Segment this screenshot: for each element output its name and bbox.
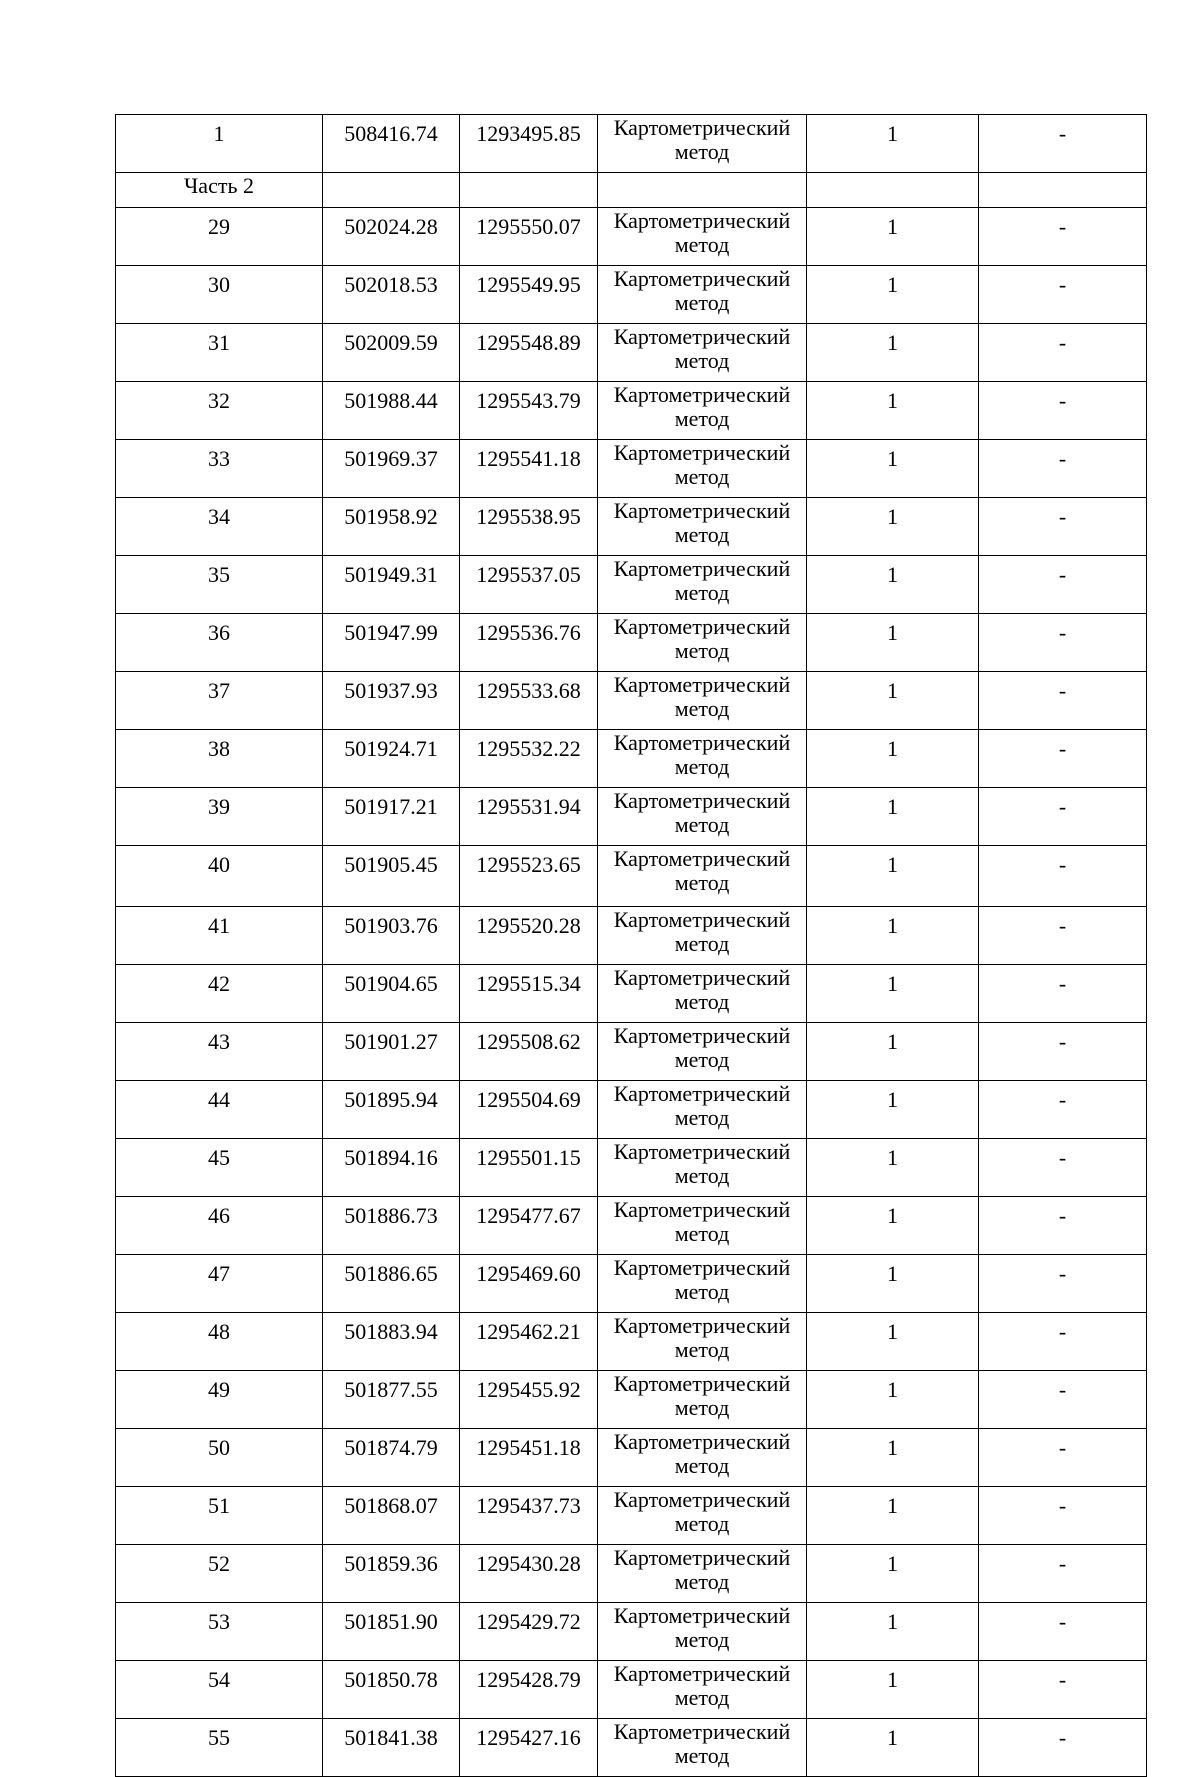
point-number: 34	[116, 498, 323, 556]
method-line-2: метод	[674, 870, 730, 895]
method-line-2: метод	[674, 139, 730, 164]
table-row	[116, 1139, 1147, 1197]
note: -	[979, 266, 1147, 324]
method-cell	[598, 1313, 807, 1371]
note: -	[979, 208, 1147, 266]
method-cell	[598, 1139, 807, 1197]
coord-x: 501895.94	[323, 1081, 460, 1139]
table-row	[116, 788, 1147, 846]
method-line-1: Картометрический	[613, 115, 791, 140]
table-row	[116, 1371, 1147, 1429]
point-number: 52	[116, 1545, 323, 1603]
note: -	[979, 498, 1147, 556]
method-cell	[598, 1429, 807, 1487]
coord-y: 1295537.05	[460, 556, 598, 614]
coord-y: 1295462.21	[460, 1313, 598, 1371]
accuracy: 1	[807, 324, 979, 382]
accuracy: 1	[807, 730, 979, 788]
method-line-1: Картометрический	[613, 730, 791, 755]
coord-y: 1295501.15	[460, 1139, 598, 1197]
coord-y: 1295520.28	[460, 907, 598, 965]
coord-y: 1295429.72	[460, 1603, 598, 1661]
accuracy: 1	[807, 208, 979, 266]
method-line-2: метод	[674, 1105, 730, 1130]
accuracy: 1	[807, 266, 979, 324]
coord-x: 501883.94	[323, 1313, 460, 1371]
table-row	[116, 672, 1147, 730]
coord-y: 1295455.92	[460, 1371, 598, 1429]
coordinates-table	[115, 114, 1147, 1777]
method-line-1: Картометрический	[613, 1603, 791, 1628]
method-line-1: Картометрический	[613, 1661, 791, 1686]
coord-x: 501886.65	[323, 1255, 460, 1313]
accuracy: 1	[807, 115, 979, 173]
coord-y: 1295549.95	[460, 266, 598, 324]
empty-cell	[598, 173, 807, 208]
coord-y: 1295536.76	[460, 614, 598, 672]
note: -	[979, 382, 1147, 440]
method-cell	[598, 1545, 807, 1603]
point-number: 36	[116, 614, 323, 672]
accuracy: 1	[807, 1719, 979, 1777]
method-cell	[598, 1371, 807, 1429]
method-line-2: метод	[674, 1743, 730, 1768]
coord-x: 502009.59	[323, 324, 460, 382]
coord-x: 501851.90	[323, 1603, 460, 1661]
table-row	[116, 614, 1147, 672]
point-number: 54	[116, 1661, 323, 1719]
coord-y: 1295531.94	[460, 788, 598, 846]
table-row	[116, 324, 1147, 382]
table-row	[116, 1545, 1147, 1603]
method-line-1: Картометрический	[613, 498, 791, 523]
method-cell	[598, 1081, 807, 1139]
accuracy: 1	[807, 382, 979, 440]
point-number: 35	[116, 556, 323, 614]
table-row	[116, 965, 1147, 1023]
coord-x: 508416.74	[323, 115, 460, 173]
note: -	[979, 1719, 1147, 1777]
coord-x: 501868.07	[323, 1487, 460, 1545]
accuracy: 1	[807, 556, 979, 614]
coord-y: 1295477.67	[460, 1197, 598, 1255]
point-number: 51	[116, 1487, 323, 1545]
method-line-2: метод	[674, 522, 730, 547]
coord-y: 1295430.28	[460, 1545, 598, 1603]
coord-x: 501877.55	[323, 1371, 460, 1429]
method-line-1: Картометрический	[613, 266, 791, 291]
point-number: 46	[116, 1197, 323, 1255]
method-line-1: Картометрический	[613, 382, 791, 407]
accuracy: 1	[807, 1487, 979, 1545]
accuracy: 1	[807, 440, 979, 498]
method-cell	[598, 672, 807, 730]
method-cell	[598, 730, 807, 788]
point-number: 39	[116, 788, 323, 846]
method-cell	[598, 1197, 807, 1255]
method-cell	[598, 965, 807, 1023]
method-cell	[598, 266, 807, 324]
empty-cell	[323, 173, 460, 208]
point-number: 45	[116, 1139, 323, 1197]
accuracy: 1	[807, 1081, 979, 1139]
note: -	[979, 440, 1147, 498]
method-line-2: метод	[674, 1163, 730, 1188]
coord-y: 1295550.07	[460, 208, 598, 266]
note: -	[979, 1139, 1147, 1197]
method-line-1: Картометрический	[613, 614, 791, 639]
accuracy: 1	[807, 1197, 979, 1255]
method-line-1: Картометрический	[613, 1371, 791, 1396]
note: -	[979, 1313, 1147, 1371]
accuracy: 1	[807, 1429, 979, 1487]
method-line-2: метод	[674, 1047, 730, 1072]
accuracy: 1	[807, 672, 979, 730]
table-row	[116, 266, 1147, 324]
table-row	[116, 498, 1147, 556]
method-line-1: Картометрический	[613, 788, 791, 813]
note: -	[979, 1429, 1147, 1487]
coord-x: 501886.73	[323, 1197, 460, 1255]
accuracy: 1	[807, 846, 979, 907]
coord-y: 1295451.18	[460, 1429, 598, 1487]
table-row	[116, 907, 1147, 965]
accuracy: 1	[807, 788, 979, 846]
method-line-2: метод	[674, 989, 730, 1014]
table-row	[116, 846, 1147, 907]
point-number: 1	[116, 115, 323, 173]
method-line-2: метод	[674, 1279, 730, 1304]
method-line-1: Картометрический	[613, 672, 791, 697]
empty-cell	[460, 173, 598, 208]
point-number: 32	[116, 382, 323, 440]
accuracy: 1	[807, 614, 979, 672]
point-number: 31	[116, 324, 323, 382]
coord-x: 501947.99	[323, 614, 460, 672]
method-cell	[598, 1603, 807, 1661]
point-number: 42	[116, 965, 323, 1023]
method-cell	[598, 1487, 807, 1545]
note: -	[979, 1197, 1147, 1255]
accuracy: 1	[807, 1255, 979, 1313]
method-line-1: Картометрический	[613, 1023, 791, 1048]
coord-y: 1295548.89	[460, 324, 598, 382]
method-line-1: Картометрический	[613, 440, 791, 465]
coord-y: 1295469.60	[460, 1255, 598, 1313]
point-number: 50	[116, 1429, 323, 1487]
coord-y: 1295508.62	[460, 1023, 598, 1081]
method-line-1: Картометрический	[613, 1487, 791, 1512]
accuracy: 1	[807, 1661, 979, 1719]
accuracy: 1	[807, 1371, 979, 1429]
note: -	[979, 1255, 1147, 1313]
coord-x: 502018.53	[323, 266, 460, 324]
method-cell	[598, 115, 807, 173]
point-number: 49	[116, 1371, 323, 1429]
method-line-1: Картометрический	[613, 1139, 791, 1164]
point-number: 38	[116, 730, 323, 788]
point-number: 30	[116, 266, 323, 324]
coord-y: 1295427.16	[460, 1719, 598, 1777]
point-number: 29	[116, 208, 323, 266]
coord-y: 1295538.95	[460, 498, 598, 556]
method-cell	[598, 907, 807, 965]
coord-x: 502024.28	[323, 208, 460, 266]
method-cell	[598, 324, 807, 382]
method-line-2: метод	[674, 232, 730, 257]
note: -	[979, 324, 1147, 382]
empty-cell	[807, 173, 979, 208]
table-row	[116, 1197, 1147, 1255]
table-row	[116, 1255, 1147, 1313]
method-line-1: Картометрический	[613, 907, 791, 932]
accuracy: 1	[807, 1603, 979, 1661]
table-row	[116, 382, 1147, 440]
note: -	[979, 1661, 1147, 1719]
method-line-1: Картометрический	[613, 965, 791, 990]
note: -	[979, 965, 1147, 1023]
table-row	[116, 1661, 1147, 1719]
coord-x: 501949.31	[323, 556, 460, 614]
coord-x: 501841.38	[323, 1719, 460, 1777]
coord-y: 1295533.68	[460, 672, 598, 730]
table-body	[116, 115, 1147, 1777]
method-cell	[598, 1719, 807, 1777]
point-number: 33	[116, 440, 323, 498]
method-line-1: Картометрический	[613, 1719, 791, 1744]
section-row	[116, 173, 1147, 208]
method-line-1: Картометрический	[613, 1429, 791, 1454]
point-number: 40	[116, 846, 323, 907]
table-row	[116, 1313, 1147, 1371]
coord-y: 1295523.65	[460, 846, 598, 907]
method-line-2: метод	[674, 1685, 730, 1710]
point-number: 55	[116, 1719, 323, 1777]
method-line-2: метод	[674, 1511, 730, 1536]
note: -	[979, 556, 1147, 614]
method-line-2: метод	[674, 1453, 730, 1478]
coord-x: 501988.44	[323, 382, 460, 440]
method-line-1: Картометрический	[613, 1081, 791, 1106]
note: -	[979, 846, 1147, 907]
table-row-first	[116, 115, 1147, 173]
note: -	[979, 788, 1147, 846]
empty-cell	[979, 173, 1147, 208]
method-line-1: Картометрический	[613, 556, 791, 581]
method-line-2: метод	[674, 1395, 730, 1420]
method-cell	[598, 1661, 807, 1719]
method-line-2: метод	[674, 464, 730, 489]
point-number: 43	[116, 1023, 323, 1081]
method-line-1: Картометрический	[613, 846, 791, 871]
point-number: 47	[116, 1255, 323, 1313]
coord-x: 501894.16	[323, 1139, 460, 1197]
method-cell	[598, 382, 807, 440]
table-row	[116, 208, 1147, 266]
coord-y: 1295437.73	[460, 1487, 598, 1545]
note: -	[979, 730, 1147, 788]
point-number: 41	[116, 907, 323, 965]
accuracy: 1	[807, 965, 979, 1023]
note: -	[979, 614, 1147, 672]
method-cell	[598, 208, 807, 266]
method-line-2: метод	[674, 406, 730, 431]
method-cell	[598, 440, 807, 498]
coord-x: 501903.76	[323, 907, 460, 965]
coord-x: 501901.27	[323, 1023, 460, 1081]
method-line-2: метод	[674, 754, 730, 779]
method-line-2: метод	[674, 1627, 730, 1652]
method-line-2: метод	[674, 812, 730, 837]
accuracy: 1	[807, 1139, 979, 1197]
accuracy: 1	[807, 1545, 979, 1603]
accuracy: 1	[807, 1023, 979, 1081]
method-line-2: метод	[674, 1221, 730, 1246]
coord-x: 501924.71	[323, 730, 460, 788]
coord-x: 501859.36	[323, 1545, 460, 1603]
table-row	[116, 1081, 1147, 1139]
coord-y: 1295541.18	[460, 440, 598, 498]
accuracy: 1	[807, 498, 979, 556]
method-line-1: Картометрический	[613, 208, 791, 233]
coord-x: 501905.45	[323, 846, 460, 907]
method-line-2: метод	[674, 1337, 730, 1362]
note: -	[979, 1603, 1147, 1661]
table-row	[116, 1429, 1147, 1487]
note: -	[979, 672, 1147, 730]
note: -	[979, 1371, 1147, 1429]
note: -	[979, 115, 1147, 173]
point-number: 53	[116, 1603, 323, 1661]
note: -	[979, 1545, 1147, 1603]
coord-x: 501969.37	[323, 440, 460, 498]
method-line-2: метод	[674, 696, 730, 721]
point-number: 44	[116, 1081, 323, 1139]
coord-x: 501874.79	[323, 1429, 460, 1487]
accuracy: 1	[807, 1313, 979, 1371]
method-cell	[598, 846, 807, 907]
method-cell	[598, 498, 807, 556]
method-line-1: Картометрический	[613, 1255, 791, 1280]
table-row	[116, 1603, 1147, 1661]
table-row	[116, 556, 1147, 614]
coord-x: 501958.92	[323, 498, 460, 556]
coord-y: 1295428.79	[460, 1661, 598, 1719]
accuracy: 1	[807, 907, 979, 965]
method-line-2: метод	[674, 638, 730, 663]
method-cell	[598, 788, 807, 846]
coord-y: 1295532.22	[460, 730, 598, 788]
table-row	[116, 1023, 1147, 1081]
note: -	[979, 907, 1147, 965]
coord-x: 501904.65	[323, 965, 460, 1023]
method-line-2: метод	[674, 290, 730, 315]
coord-x: 501937.93	[323, 672, 460, 730]
method-line-1: Картометрический	[613, 1313, 791, 1338]
coord-y: 1295515.34	[460, 965, 598, 1023]
method-line-1: Картометрический	[613, 1545, 791, 1570]
method-cell	[598, 1255, 807, 1313]
note: -	[979, 1487, 1147, 1545]
note: -	[979, 1081, 1147, 1139]
method-line-1: Картометрический	[613, 1197, 791, 1222]
method-line-2: метод	[674, 1569, 730, 1594]
section-label: Часть 2	[116, 173, 323, 208]
point-number: 48	[116, 1313, 323, 1371]
point-number: 37	[116, 672, 323, 730]
method-line-2: метод	[674, 931, 730, 956]
table-row	[116, 730, 1147, 788]
table-row	[116, 440, 1147, 498]
method-cell	[598, 1023, 807, 1081]
coord-x: 501850.78	[323, 1661, 460, 1719]
method-line-1: Картометрический	[613, 324, 791, 349]
coord-y: 1295543.79	[460, 382, 598, 440]
coord-y: 1293495.85	[460, 115, 598, 173]
method-line-2: метод	[674, 580, 730, 605]
table-row	[116, 1719, 1147, 1777]
method-cell	[598, 556, 807, 614]
table-row	[116, 1487, 1147, 1545]
coord-y: 1295504.69	[460, 1081, 598, 1139]
method-line-2: метод	[674, 348, 730, 373]
method-cell	[598, 614, 807, 672]
coord-x: 501917.21	[323, 788, 460, 846]
note: -	[979, 1023, 1147, 1081]
